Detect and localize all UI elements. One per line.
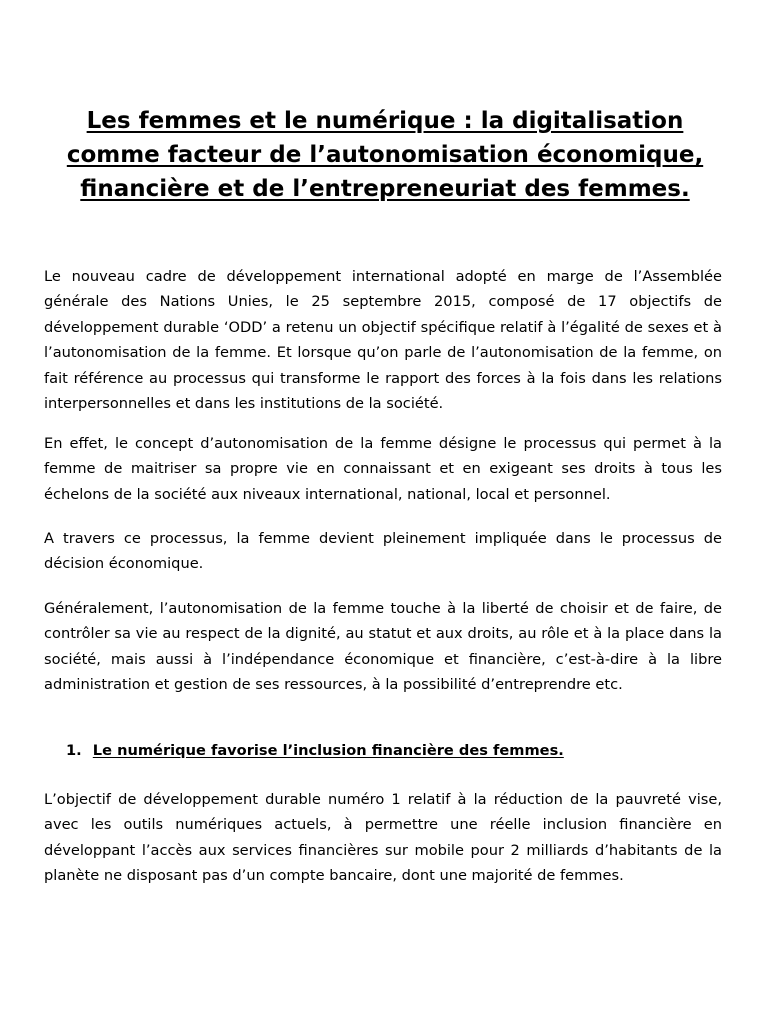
- paragraph-decision-economique: A travers ce processus, la femme devient pleinement impliquée dans le processus de décision économique.: [44, 530, 722, 573]
- section-number: 1.: [66, 742, 82, 759]
- paragraph-odd-framework: Le nouveau cadre de développement international adopté en marge de l’Assemblée générale des Nations Unies, le 25 septembre 2015, composé de 17 objectifs de développement durable ‘ODD’ a retenu un objectif spécifique relatif à l’égalité de sexes et à l’autonomisation de la femme. Et lorsque qu’on parle de l’autonomisation de la femme, on fait référence au processus qui transforme le rapport des forces à la fois dans les relations interpersonnelles et dans les institutions de la société.: [44, 268, 722, 413]
- document-title: Les femmes et le numérique : la digitalisation comme facteur de l’autonomisation économique, financière et de l’entrepreneuriat des femmes.: [66, 108, 704, 202]
- paragraph-inclusion-financiere: L’objectif de développement durable numéro 1 relatif à la réduction de la pauvreté vise, avec les outils numériques actuels, à permettre une réelle inclusion financière en développant l’accès aux services financières sur mobile pour 2 milliards d’habitants de la planète ne disposant pas d’un compte bancaire, dont une majorité de femmes.: [44, 791, 722, 885]
- section-heading: [66, 738, 564, 763]
- paragraph-autonomisation-concept: En effet, le concept d’autonomisation de la femme désigne le processus qui permet à la femme de maitriser sa propre vie en connaissant et en exigeant ses droits à tous les échelons de la société aux niveaux international, national, local et personnel.: [44, 435, 722, 503]
- paragraph-liberte-choisir: Généralement, l’autonomisation de la femme touche à la liberté de choisir et de faire, de contrôler sa vie au respect de la dignité, au statut et aux droits, au rôle et à la place dans la société, mais aussi à l’indépendance économique et financière, c’est-à-dire à la libre administration et gestion de ses ressources, à la possibilité d’entreprendre etc.: [44, 600, 722, 694]
- section-heading-text: Le numérique favorise l’inclusion financière des femmes.: [92, 742, 564, 759]
